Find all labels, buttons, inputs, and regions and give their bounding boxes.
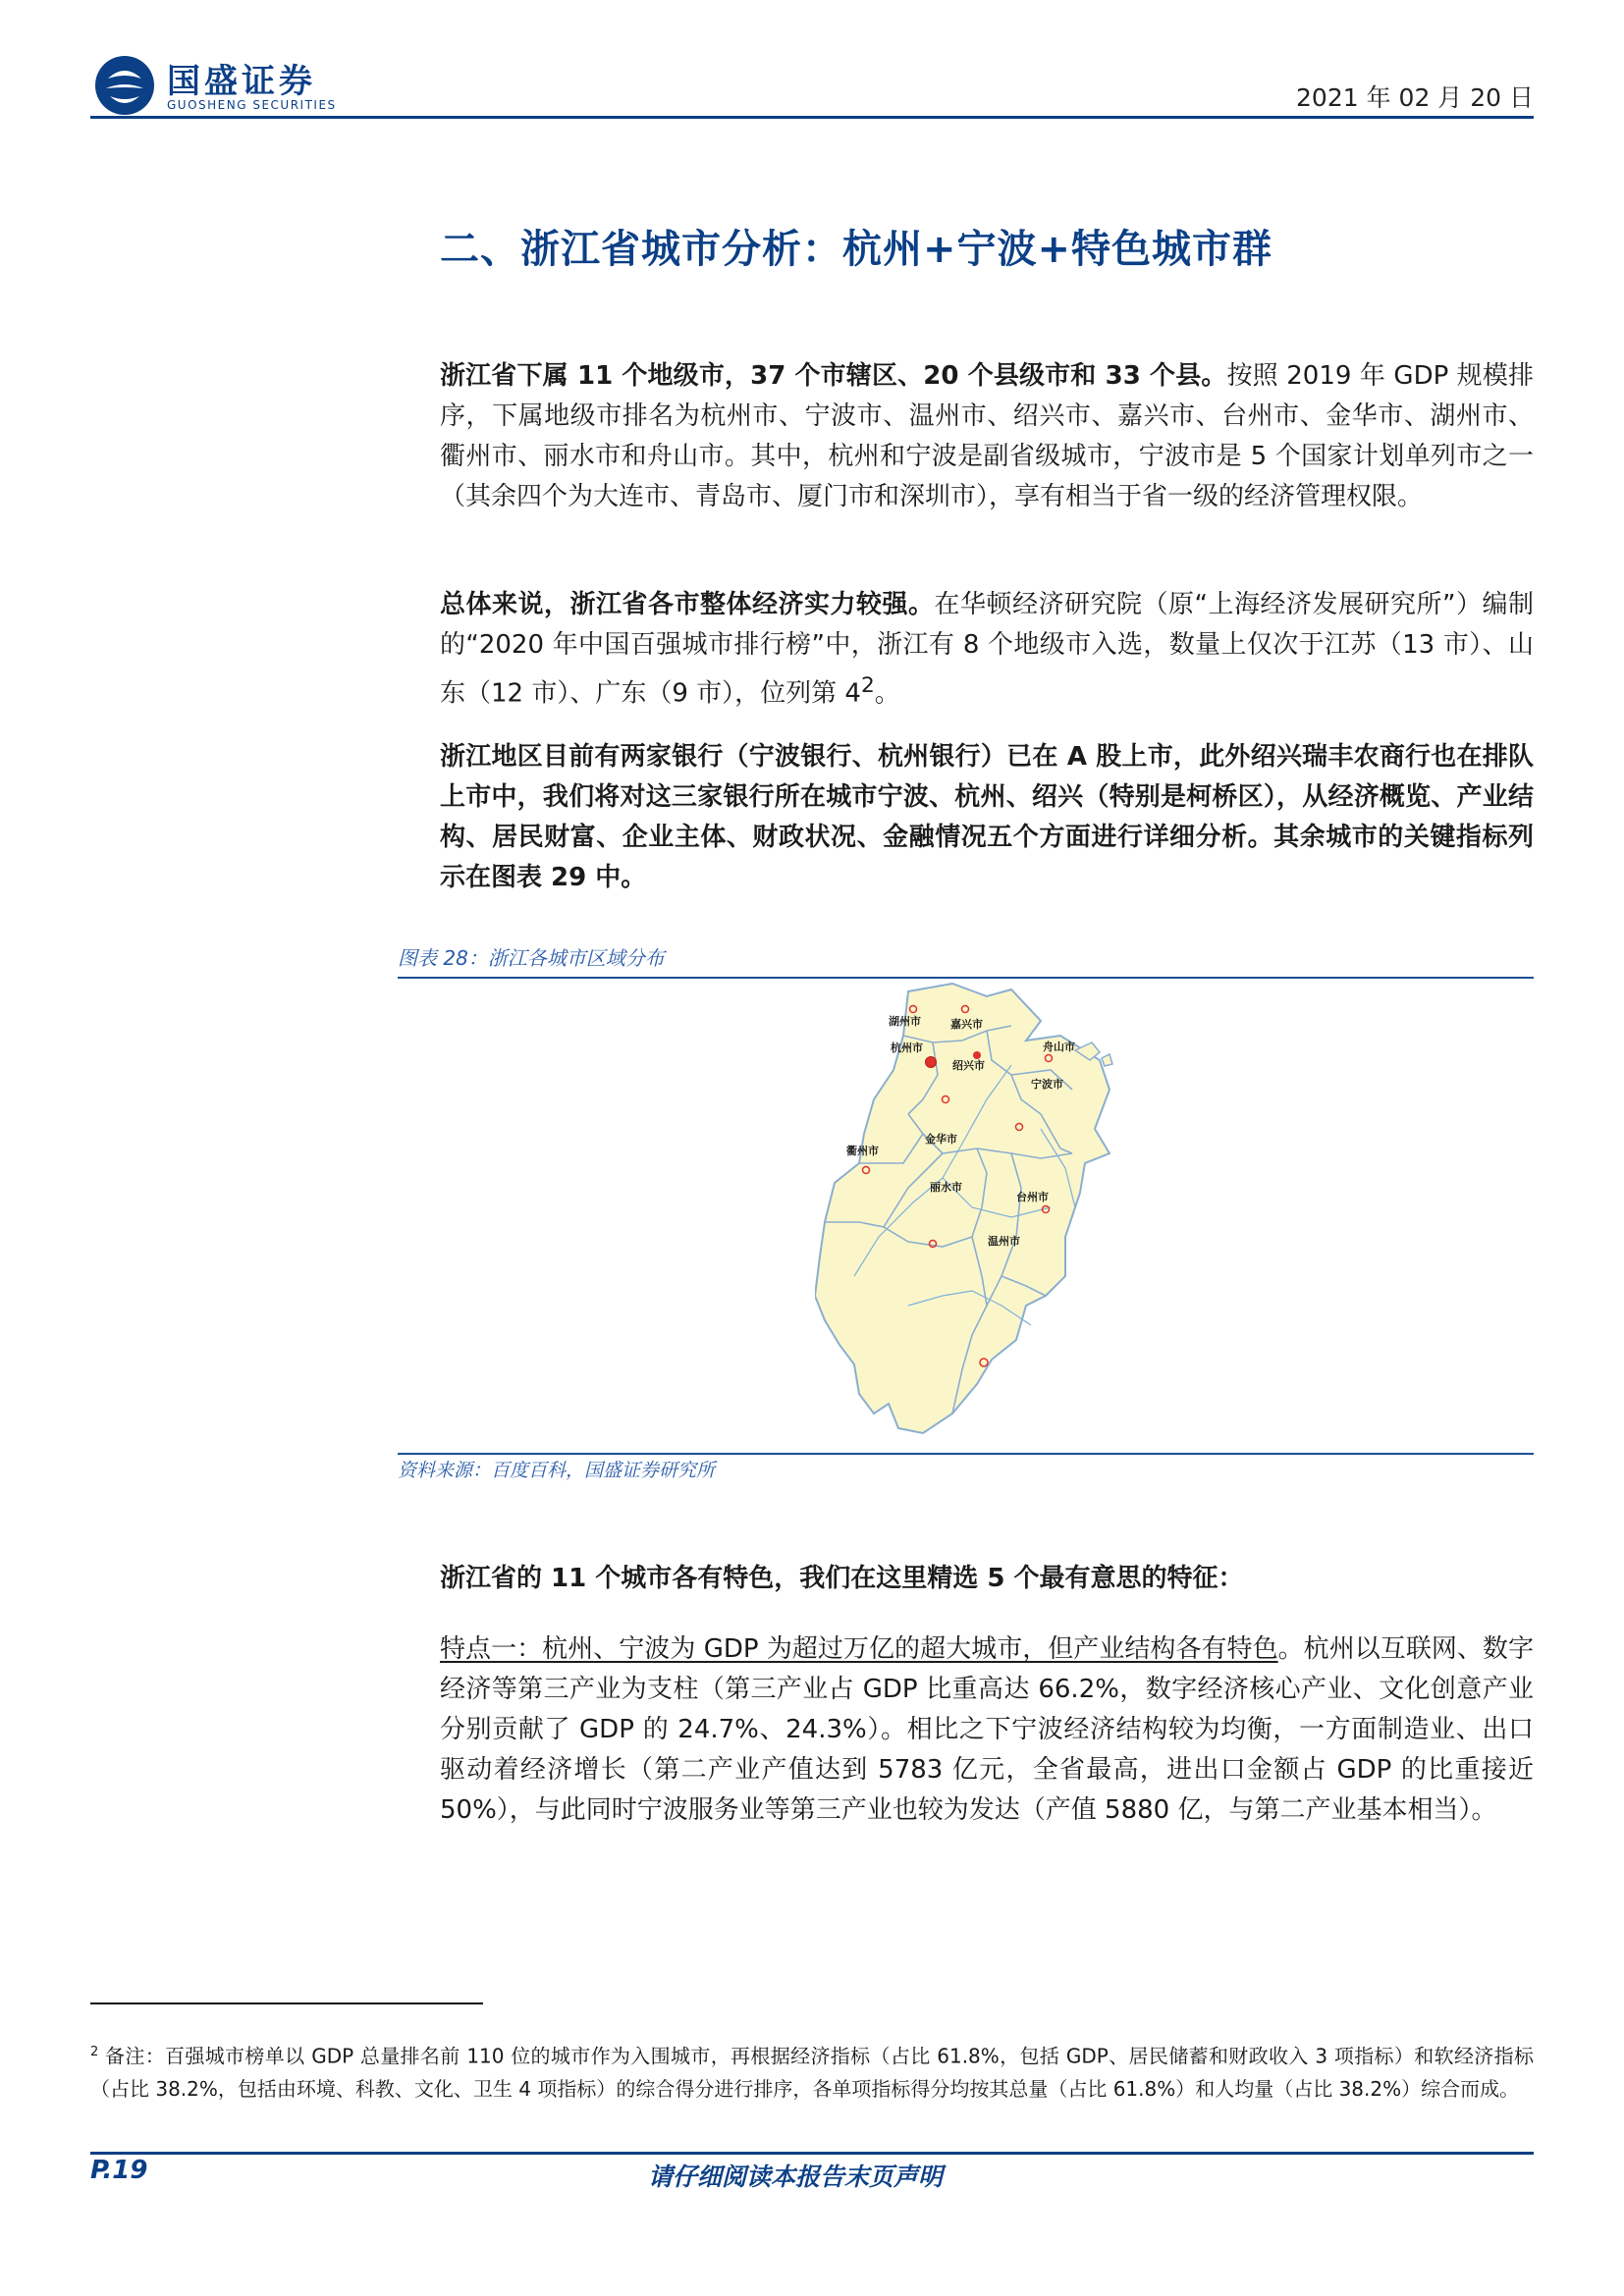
paragraph-five-features-intro: 浙江省的 11 个城市各有特色，我们在这里精选 5 个最有意思的特征： <box>440 1564 1244 1593</box>
label-taizhou: 台州市 <box>1016 1191 1049 1203</box>
paragraph-body: 按照 2019 年 GDP 规模排序，下属地级市排名为杭州市、宁波市、温州市、绍兴市、嘉兴市、台州市、金华市、湖州市、衢州市、丽水市和舟山市。其中，杭州和宁波是副省级城市，宁波市是 5 个国家计划单列市之一（其余四个为大连市、青岛市、厦门市和深圳市），享有相当于省一级的经济管理权限。 <box>440 361 1534 511</box>
footnote-divider <box>90 2002 483 2004</box>
zhejiang-city-map <box>815 982 1267 1438</box>
logo-name-en: GUOSHENG SECURITIES <box>167 98 337 112</box>
figure-caption: 图表 28：浙江各城市区域分布 <box>398 946 665 970</box>
figure-bottom-rule <box>398 1453 1534 1455</box>
paragraph-end: 。 <box>874 678 900 709</box>
label-jiaxing: 嘉兴市 <box>950 1018 983 1031</box>
paragraph-city-overview <box>440 356 1534 517</box>
footnote <box>90 2036 1534 2106</box>
footnote-number: 2 <box>90 2045 99 2059</box>
footer-divider <box>90 2152 1534 2155</box>
feature-heading: 特点一：杭州、宁波为 GDP 为超过万亿的超大城市，但产业结构各有特色 <box>440 1634 1278 1664</box>
label-quzhou: 衢州市 <box>846 1145 879 1157</box>
paragraph-body: 在华顿经济研究院（原“上海经济发展研究所”）编制的“2020 年中国百强城市排行榜”中，浙江有 8 个地级市入选，数量上仅次于江苏（13 市）、山东（12 市）、广东（9 市），位列第 4 <box>440 590 1534 709</box>
section-title: 二、浙江省城市分析：杭州+宁波+特色城市群 <box>440 227 1273 272</box>
label-zhoushan: 舟山市 <box>1043 1041 1075 1053</box>
logo-name-cn: 国盛证券 <box>167 62 316 101</box>
label-shaoxing: 绍兴市 <box>952 1059 985 1072</box>
paragraph-feature-one <box>440 1629 1534 1831</box>
page-number: P.19 <box>90 2156 148 2185</box>
label-hangzhou: 杭州市 <box>891 1041 923 1054</box>
marker-shaoxing-icon <box>973 1051 981 1059</box>
footnote-ref: 2 <box>860 673 875 698</box>
header-divider <box>90 116 1534 119</box>
label-lishui: 丽水市 <box>930 1181 962 1194</box>
paragraph-body: 。杭州以互联网、数字经济等第三产业为支柱（第三产业占 GDP 比重高达 66.2%，数字经济核心产业、文化创意产业分别贡献了 GDP 的 24.7%、24.3%）。相比之下宁波经济结构较为均衡，一方面制造业、出口驱动着经济增长（第二产业产值达到 5783 亿元，全省最高，进出口金额占 GDP 的比重接近 50%），与此同时宁波服务业等第三产业也较为发达（产值 5880 亿，与第二产业基本相当）。 <box>440 1634 1534 1825</box>
figure-top-rule <box>398 977 1534 979</box>
label-huzhou: 湖州市 <box>889 1015 921 1028</box>
label-jinhua: 金华市 <box>925 1133 957 1146</box>
report-date: 2021 年 02 月 20 日 <box>1296 83 1534 112</box>
footnote-text: 备注：百强城市榜单以 GDP 总量排名前 110 位的城市作为入围城市，再根据经济指标（占比 61.8%，包括 GDP、居民储蓄和财政收入 3 项指标）和软经济指标（占比 38.2%，包括由环境、科教、文化、卫生 4 项指标）的综合得分进行排序，各单项指标得分均按其总量（占比 61.8%）和人均量（占比 38.2%）综合而成。 <box>90 2044 1534 2101</box>
figure-source: 资料来源：百度百科，国盛证券研究所 <box>398 1460 716 1481</box>
paragraph-lead: 总体来说，浙江省各市整体经济实力较强。 <box>440 590 935 619</box>
paragraph-economic-strength <box>440 585 1534 715</box>
label-wenzhou: 温州市 <box>988 1235 1020 1248</box>
label-ningbo: 宁波市 <box>1031 1078 1063 1091</box>
paragraph-listed-banks: 浙江地区目前有两家银行（宁波银行、杭州银行）已在 A 股上市，此外绍兴瑞丰农商行也在排队上市中，我们将对这三家银行所在城市宁波、杭州、绍兴（特别是柯桥区），从经济概览、产业结构、居民财富、企业主体、财政状况、金融情况五个方面进行详细分析。其余城市的关键指标列示在图表 29 中。 <box>440 742 1534 892</box>
capital-hangzhou-icon <box>926 1057 937 1068</box>
paragraph-lead: 浙江省下属 11 个地级市，37 个市辖区、20 个县级市和 33 个县。 <box>440 361 1227 391</box>
footer-disclaimer: 请仔细阅读本报告末页声明 <box>648 2163 944 2191</box>
